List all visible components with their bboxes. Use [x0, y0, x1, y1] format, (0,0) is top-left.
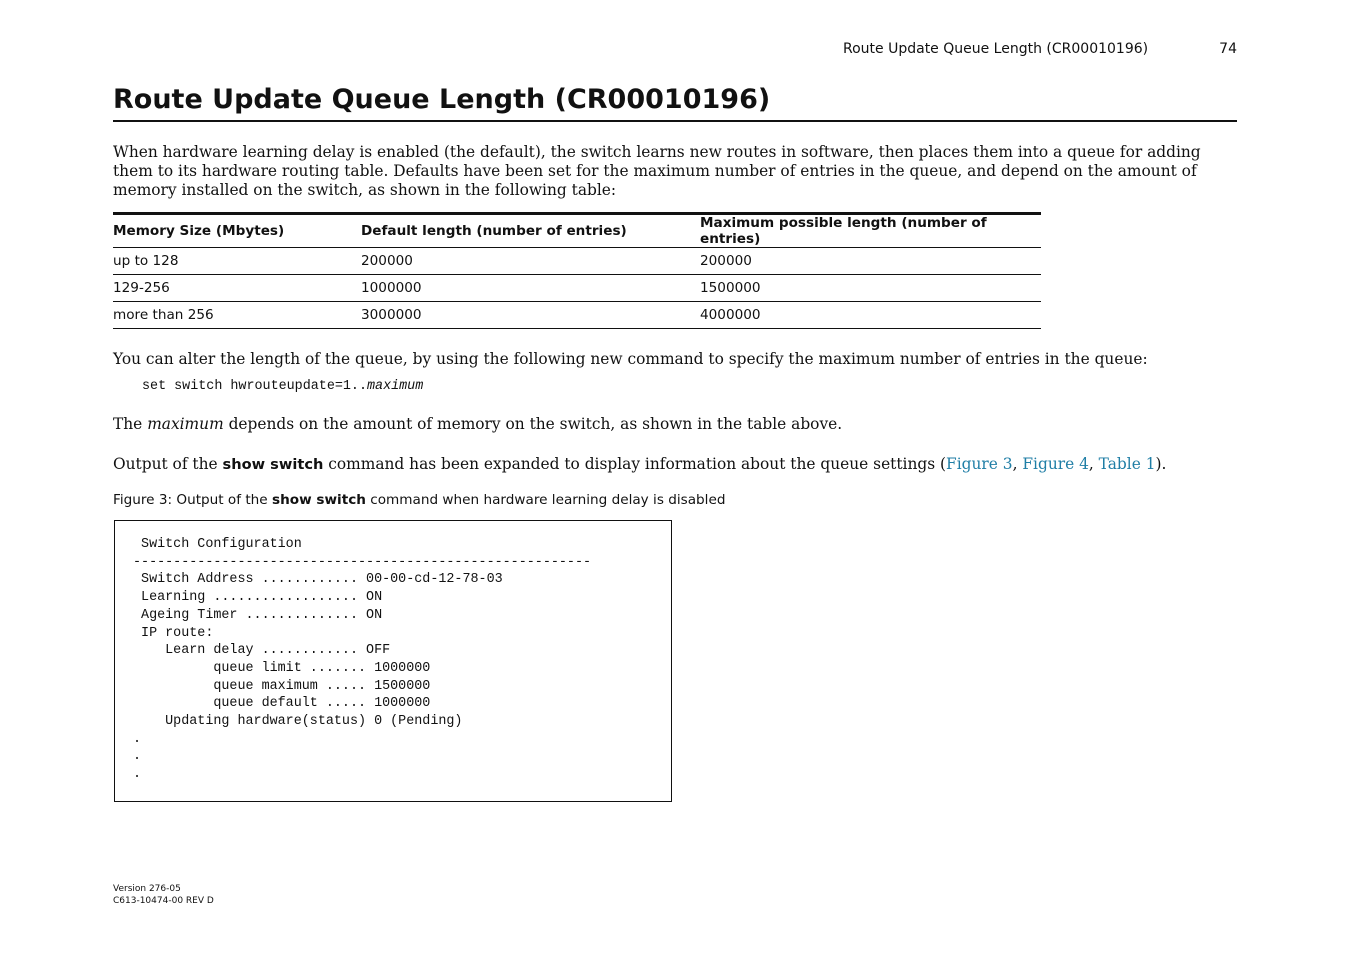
page-footer: [113, 883, 214, 907]
figure-4-link[interactable]: Figure 4: [1022, 455, 1089, 473]
table-cell: up to 128: [113, 248, 361, 275]
output-note-sep: ,: [1088, 455, 1099, 473]
table-1-link[interactable]: Table 1: [1098, 455, 1156, 473]
output-note-sep: ,: [1012, 455, 1023, 473]
table-row: [113, 248, 1041, 275]
table-cell: 200000: [361, 248, 700, 275]
intro-paragraph: When hardware learning delay is enabled (the default), the switch learns new routes in software, then places them into a queue for adding them to its hardware routing table. Defaults have been set for the maximum number of entries in the queue, and depend on the amount of memory installed on the switch, as shown in the following table:: [113, 143, 1201, 199]
output-note-pre: Output of the: [113, 455, 223, 473]
console-output: Switch Configuration --------------------------------------------------------- Switch Address ............ 00-00-cd-12-78-03 Learning .................. ON Ageing Timer .............. ON IP route: Learn delay ............ OFF queue limit ....... 1000000 queue maximum ..... 1500000 queue default ..... 1000000 Updating hardware(status) 0 (Pending) . . .: [133, 537, 592, 783]
document-id: C613-10474-00 REV D: [113, 896, 214, 906]
figure-caption: [113, 492, 725, 508]
column-header-default-length: Default length (number of entries): [361, 214, 700, 248]
running-header: [113, 41, 1237, 61]
maximum-term: maximum: [147, 415, 224, 433]
table-row: [113, 302, 1041, 329]
maximum-note-pre: The: [113, 415, 148, 433]
version-label: Version 276-05: [113, 884, 181, 894]
maximum-note-paragraph: [113, 415, 1237, 434]
caption-pre: Figure 3: Output of the: [113, 492, 272, 508]
table-row: [113, 275, 1041, 302]
figure-box: [114, 520, 672, 802]
output-note-mid: command has been expanded to display information about the queue settings (: [323, 455, 947, 473]
command-syntax: [142, 379, 423, 394]
output-note-paragraph: [113, 455, 1237, 474]
page-title: Route Update Queue Length (CR00010196): [113, 82, 1237, 122]
command-text: set switch hwrouteupdate=1..: [142, 379, 367, 394]
memory-queue-table: [113, 212, 1041, 329]
table-cell: more than 256: [113, 302, 361, 329]
show-switch-command: show switch: [222, 456, 324, 473]
table-cell: 4000000: [700, 302, 1041, 329]
table-header-row: [113, 214, 1041, 248]
output-note-post: ).: [1155, 455, 1167, 473]
command-parameter: maximum: [367, 379, 424, 394]
table-cell: 129-256: [113, 275, 361, 302]
alter-queue-paragraph: You can alter the length of the queue, by using the following new command to specify the maximum number of entries in the queue:: [113, 350, 1148, 368]
running-header-title: Route Update Queue Length (CR00010196): [843, 41, 1149, 57]
page-number: 74: [1219, 41, 1237, 57]
column-header-maximum-length: Maximum possible length (number of entries): [700, 214, 1041, 248]
table-cell: 1000000: [361, 275, 700, 302]
table-cell: 200000: [700, 248, 1041, 275]
table-cell: 3000000: [361, 302, 700, 329]
table-cell: 1500000: [700, 275, 1041, 302]
maximum-note-post: depends on the amount of memory on the switch, as shown in the table above.: [223, 415, 843, 433]
figure-3-link[interactable]: Figure 3: [946, 455, 1013, 473]
caption-post: command when hardware learning delay is disabled: [365, 492, 726, 508]
caption-command: show switch: [271, 492, 366, 508]
column-header-memory-size: Memory Size (Mbytes): [113, 214, 361, 248]
